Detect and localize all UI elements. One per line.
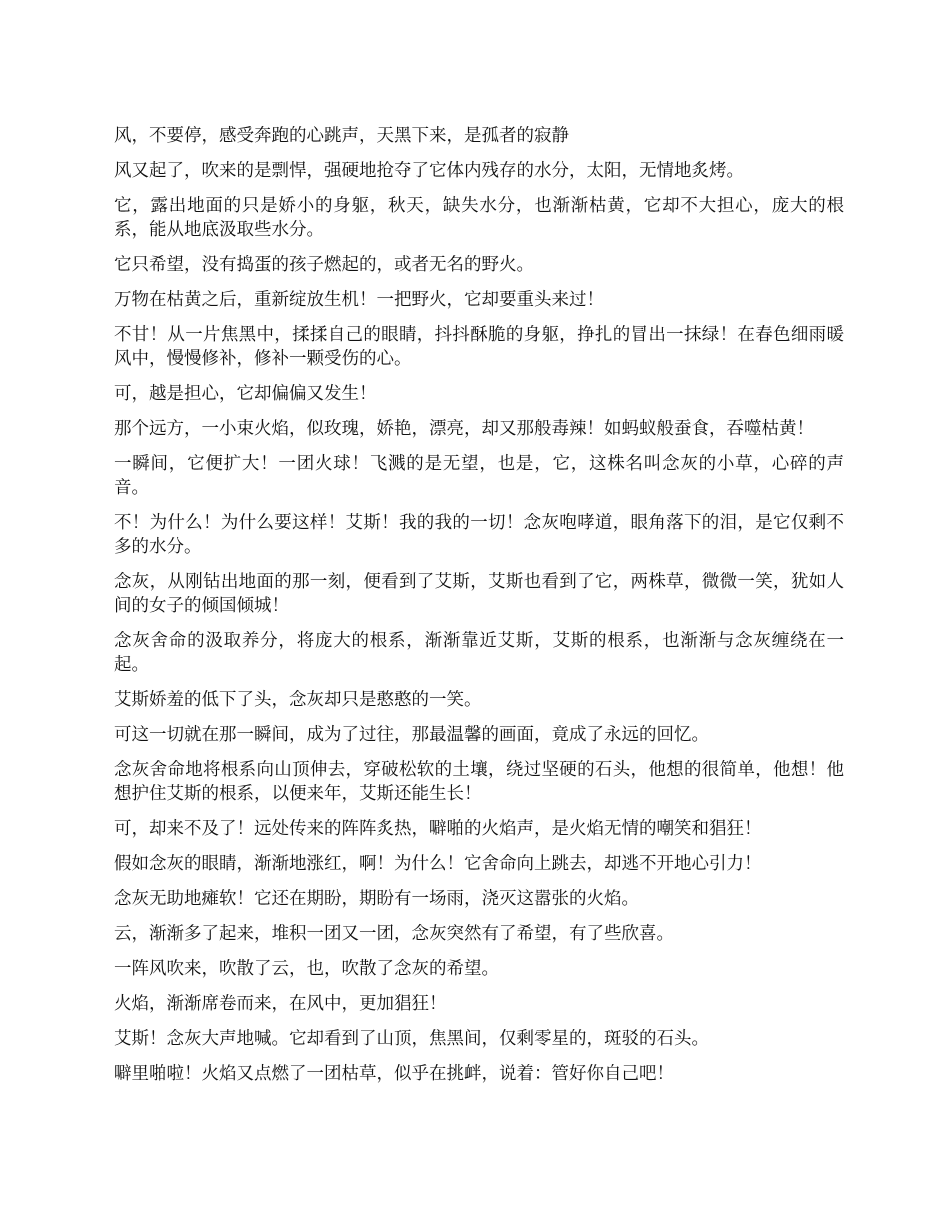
paragraph: 不！为什么！为什么要这样！艾斯！我的我的一切！念灰咆哮道，眼角落下的泪，是它仅剩不多的水分。 <box>114 513 844 557</box>
paragraph: 风又起了，吹来的是剽悍，强硬地抢夺了它体内残存的水分，太阳，无情地炙烤。 <box>114 161 744 181</box>
paragraph: 艾斯娇羞的低下了头，念灰却只是憨憨的一笑。 <box>114 690 482 710</box>
paragraph: 一瞬间，它便扩大！一团火球！飞溅的是无望，也是，它，这株名叫念灰的小草，心碎的声音。 <box>114 454 844 498</box>
paragraph: 念灰舍命的汲取养分，将庞大的根系，渐渐靠近艾斯，艾斯的根系，也渐渐与念灰缠绕在一起。 <box>114 631 844 675</box>
paragraph: 艾斯！念灰大声地喊。它却看到了山顶，焦黑间，仅剩零星的，斑驳的石头。 <box>114 1029 709 1049</box>
paragraph: 念灰舍命地将根系向山顶伸去，穿破松软的土壤，绕过坚硬的石头，他想的很简单，他想！他想护住艾斯的根系，以便来年，艾斯还能生长！ <box>114 760 844 804</box>
paragraph: 火焰，渐渐席卷而来，在风中，更加猖狂！ <box>114 994 447 1014</box>
paragraph: 念灰无助地瘫软！它还在期盼，期盼有一场雨，浇灭这嚣张的火焰。 <box>114 889 639 909</box>
paragraph: 可，越是担心，它却偏偏又发生！ <box>114 384 377 404</box>
paragraph: 一阵风吹来，吹散了云，也，吹散了念灰的希望。 <box>114 959 499 979</box>
paragraph: 万物在枯黄之后，重新绽放生机！一把野火，它却要重头来过！ <box>114 290 604 310</box>
paragraph: 云，渐渐多了起来，堆积一团又一团，念灰突然有了希望，有了些欣喜。 <box>114 924 674 944</box>
paragraph: 噼里啪啦！火焰又点燃了一团枯草，似乎在挑衅，说着：管好你自己吧！ <box>114 1064 674 1084</box>
paragraph: 可，却来不及了！远处传来的阵阵炙热，噼啪的火焰声，是火焰无情的嘲笑和猖狂！ <box>114 819 762 839</box>
paragraph: 它，露出地面的只是娇小的身躯，秋天，缺失水分，也渐渐枯黄，它却不大担心，庞大的根系，能从地底汲取些水分。 <box>114 196 844 240</box>
paragraph: 不甘！从一片焦黑中，揉揉自己的眼睛，抖抖酥脆的身躯，挣扎的冒出一抹绿！在春色细雨暖风中，慢慢修补，修补一颗受伤的心。 <box>114 325 844 369</box>
paragraph: 假如念灰的眼睛，渐渐地涨红，啊！为什么！它舍命向上跳去，却逃不开地心引力！ <box>114 854 762 874</box>
article-body <box>114 124 844 1097</box>
paragraph: 念灰，从刚钻出地面的那一刻，便看到了艾斯，艾斯也看到了它，两株草，微微一笑，犹如人间的女子的倾国倾城！ <box>114 572 844 616</box>
paragraph: 风，不要停，感受奔跑的心跳声，天黑下来，是孤者的寂静 <box>114 126 569 146</box>
paragraph: 那个远方，一小束火焰，似玫瑰，娇艳，漂亮，却又那般毒辣！如蚂蚁般蚕食，吞噬枯黄！ <box>114 419 814 439</box>
paragraph: 它只希望，没有捣蛋的孩子燃起的，或者无名的野火。 <box>114 255 534 275</box>
paragraph: 可这一切就在那一瞬间，成为了过往，那最温馨的画面，竟成了永远的回忆。 <box>114 725 709 745</box>
